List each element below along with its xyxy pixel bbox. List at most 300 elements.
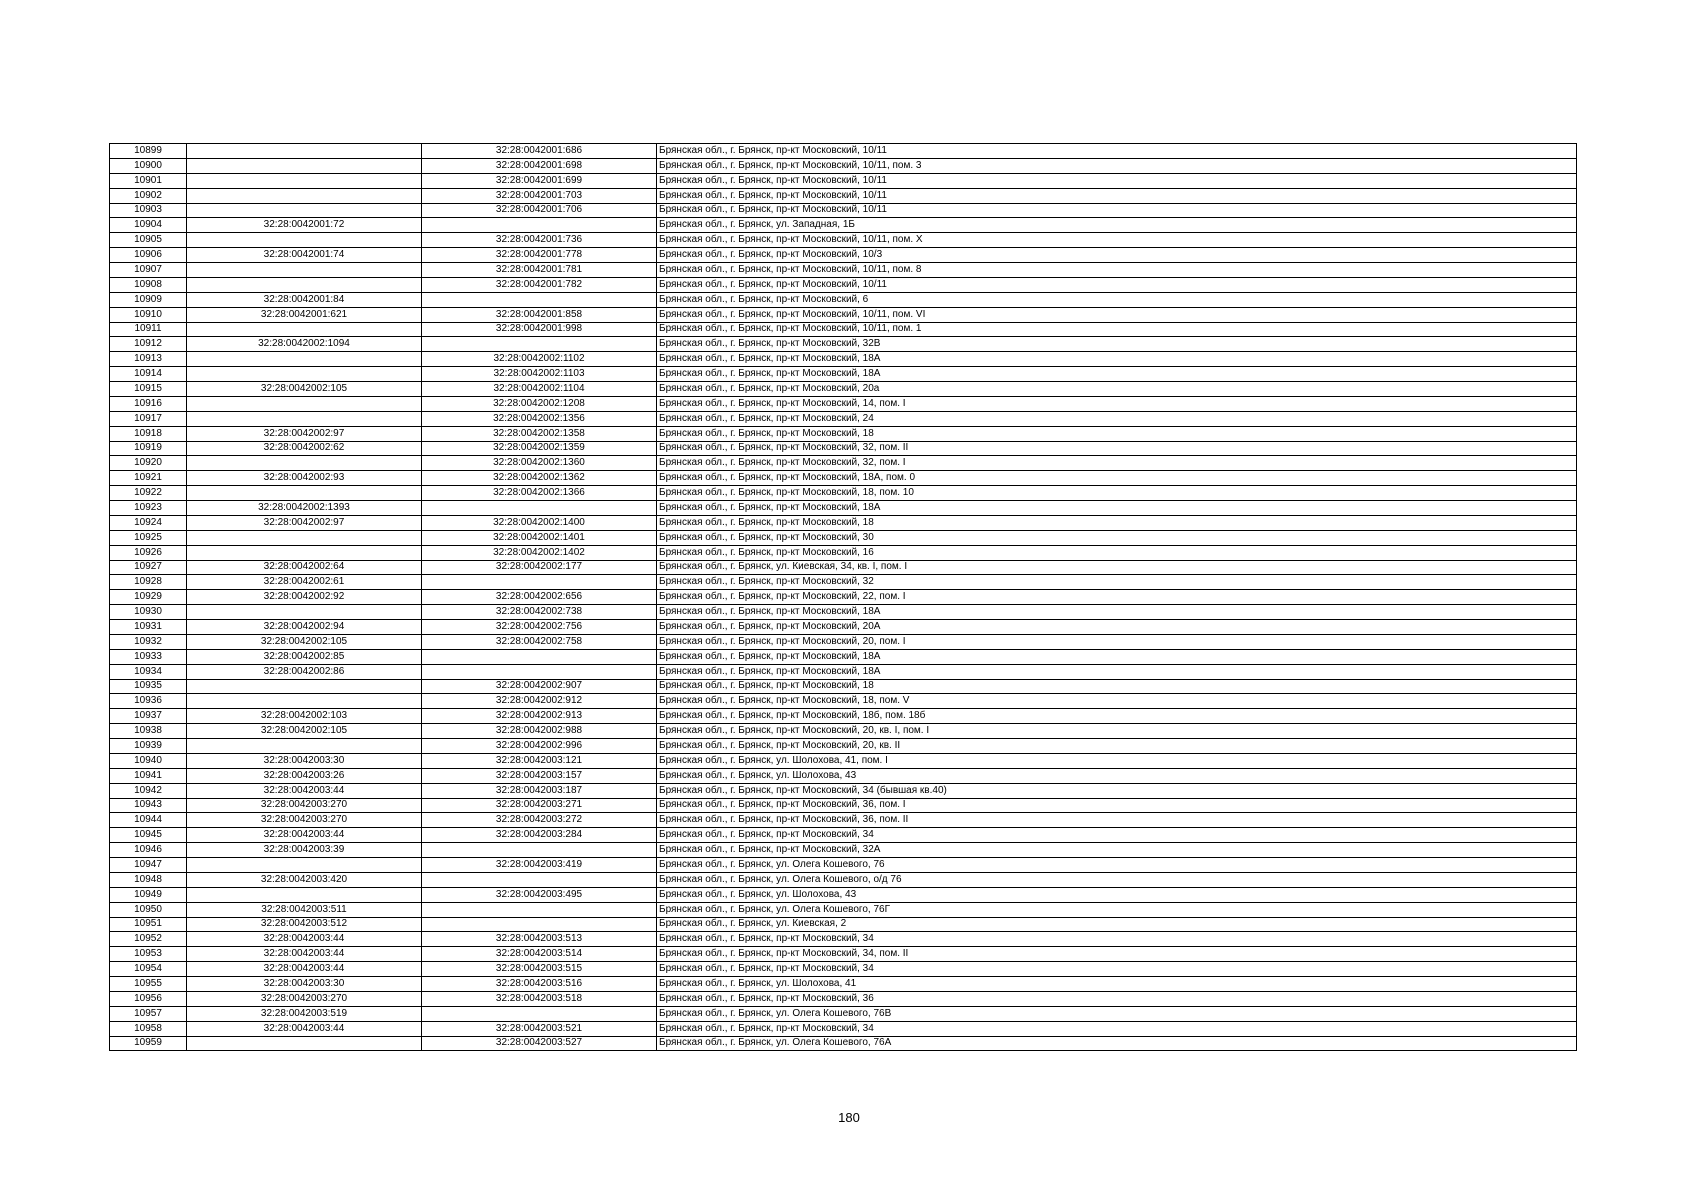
parcel-number-cell: 32:28:0042003:420: [187, 872, 422, 887]
table-row: [110, 962, 1577, 977]
row-number-cell: 10959: [110, 1036, 187, 1051]
table-row: [110, 1006, 1577, 1021]
table-row: [110, 263, 1577, 278]
parcel-number-cell: 32:28:0042002:1094: [187, 337, 422, 352]
table-row: [110, 292, 1577, 307]
address-cell: Брянская обл., г. Брянск, пр-кт Московский, 34: [657, 828, 1577, 843]
parcel-number-cell: 32:28:0042001:72: [187, 218, 422, 233]
row-number-cell: 10942: [110, 783, 187, 798]
address-cell: Брянская обл., г. Брянск, ул. Олега Кошевого, 76В: [657, 1006, 1577, 1021]
table-row: [110, 694, 1577, 709]
row-number-cell: 10948: [110, 872, 187, 887]
parcel-number-cell: 32:28:0042002:64: [187, 560, 422, 575]
table-row: [110, 248, 1577, 263]
parcel-number-cell: 32:28:0042003:511: [187, 902, 422, 917]
parcel-number-cell: 32:28:0042003:44: [187, 947, 422, 962]
registry-table-body: [110, 144, 1577, 1051]
address-cell: Брянская обл., г. Брянск, пр-кт Московский, 20, пом. I: [657, 634, 1577, 649]
page-number: 180: [838, 1110, 860, 1125]
table-row: [110, 917, 1577, 932]
parcel-number-cell: [187, 411, 422, 426]
row-number-cell: 10958: [110, 1021, 187, 1036]
parcel-number-cell: [187, 396, 422, 411]
row-number-cell: 10923: [110, 501, 187, 516]
table-row: [110, 411, 1577, 426]
row-number-cell: 10930: [110, 605, 187, 620]
address-cell: Брянская обл., г. Брянск, пр-кт Московский, 24: [657, 411, 1577, 426]
table-row: [110, 426, 1577, 441]
parcel-number-cell: 32:28:0042003:270: [187, 798, 422, 813]
row-number-cell: 10907: [110, 263, 187, 278]
address-cell: Брянская обл., г. Брянск, пр-кт Московский, 18: [657, 679, 1577, 694]
parcel-number-cell: 32:28:0042003:519: [187, 1006, 422, 1021]
parcel-number-cell: [187, 367, 422, 382]
row-number-cell: 10928: [110, 575, 187, 590]
table-row: [110, 173, 1577, 188]
parcel-number-cell: [187, 277, 422, 292]
address-cell: Брянская обл., г. Брянск, пр-кт Московский, 10/3: [657, 248, 1577, 263]
object-number-cell: [422, 649, 657, 664]
row-number-cell: 10936: [110, 694, 187, 709]
row-number-cell: 10926: [110, 545, 187, 560]
address-cell: Брянская обл., г. Брянск, пр-кт Московский, 36, пом. I: [657, 798, 1577, 813]
row-number-cell: 10957: [110, 1006, 187, 1021]
row-number-cell: 10941: [110, 768, 187, 783]
table-row: [110, 203, 1577, 218]
table-row: [110, 843, 1577, 858]
parcel-number-cell: [187, 158, 422, 173]
object-number-cell: 32:28:0042002:1104: [422, 382, 657, 397]
object-number-cell: 32:28:0042002:907: [422, 679, 657, 694]
table-row: [110, 664, 1577, 679]
object-number-cell: 32:28:0042003:272: [422, 813, 657, 828]
table-row: [110, 337, 1577, 352]
row-number-cell: 10934: [110, 664, 187, 679]
address-cell: Брянская обл., г. Брянск, пр-кт Московский, 20а: [657, 382, 1577, 397]
table-row: [110, 991, 1577, 1006]
parcel-number-cell: [187, 1036, 422, 1051]
registry-table: [109, 143, 1577, 1051]
address-cell: Брянская обл., г. Брянск, ул. Западная, 1Б: [657, 218, 1577, 233]
object-number-cell: 32:28:0042003:527: [422, 1036, 657, 1051]
table-row: [110, 545, 1577, 560]
address-cell: Брянская обл., г. Брянск, пр-кт Московский, 20А: [657, 620, 1577, 635]
object-number-cell: 32:28:0042001:858: [422, 307, 657, 322]
table-row: [110, 560, 1577, 575]
address-cell: Брянская обл., г. Брянск, пр-кт Московский, 10/11: [657, 188, 1577, 203]
object-number-cell: 32:28:0042002:738: [422, 605, 657, 620]
object-number-cell: 32:28:0042001:699: [422, 173, 657, 188]
address-cell: Брянская обл., г. Брянск, пр-кт Московский, 18А: [657, 501, 1577, 516]
object-number-cell: 32:28:0042003:187: [422, 783, 657, 798]
object-number-cell: 32:28:0042001:998: [422, 322, 657, 337]
parcel-number-cell: [187, 233, 422, 248]
parcel-number-cell: 32:28:0042002:85: [187, 649, 422, 664]
row-number-cell: 10951: [110, 917, 187, 932]
object-number-cell: 32:28:0042002:177: [422, 560, 657, 575]
parcel-number-cell: 32:28:0042002:1393: [187, 501, 422, 516]
table-row: [110, 396, 1577, 411]
address-cell: Брянская обл., г. Брянск, пр-кт Московский, 10/11, пом. 8: [657, 263, 1577, 278]
object-number-cell: 32:28:0042001:778: [422, 248, 657, 263]
address-cell: Брянская обл., г. Брянск, пр-кт Московский, 18А: [657, 605, 1577, 620]
row-number-cell: 10952: [110, 932, 187, 947]
parcel-number-cell: 32:28:0042003:512: [187, 917, 422, 932]
table-row: [110, 753, 1577, 768]
row-number-cell: 10906: [110, 248, 187, 263]
table-row: [110, 783, 1577, 798]
row-number-cell: 10937: [110, 709, 187, 724]
row-number-cell: 10905: [110, 233, 187, 248]
object-number-cell: [422, 1006, 657, 1021]
table-row: [110, 188, 1577, 203]
object-number-cell: [422, 501, 657, 516]
object-number-cell: 32:28:0042002:996: [422, 739, 657, 754]
object-number-cell: [422, 575, 657, 590]
table-row: [110, 144, 1577, 159]
row-number-cell: 10947: [110, 858, 187, 873]
parcel-number-cell: [187, 352, 422, 367]
object-number-cell: 32:28:0042002:656: [422, 590, 657, 605]
parcel-number-cell: 32:28:0042002:97: [187, 426, 422, 441]
object-number-cell: 32:28:0042003:121: [422, 753, 657, 768]
table-row: [110, 501, 1577, 516]
parcel-number-cell: 32:28:0042003:30: [187, 977, 422, 992]
object-number-cell: [422, 218, 657, 233]
parcel-number-cell: 32:28:0042002:61: [187, 575, 422, 590]
row-number-cell: 10917: [110, 411, 187, 426]
address-cell: Брянская обл., г. Брянск, ул. Киевская, 2: [657, 917, 1577, 932]
row-number-cell: 10931: [110, 620, 187, 635]
table-row: [110, 634, 1577, 649]
object-number-cell: 32:28:0042003:515: [422, 962, 657, 977]
parcel-number-cell: 32:28:0042003:30: [187, 753, 422, 768]
table-row: [110, 739, 1577, 754]
parcel-number-cell: 32:28:0042002:94: [187, 620, 422, 635]
table-row: [110, 486, 1577, 501]
row-number-cell: 10910: [110, 307, 187, 322]
table-row: [110, 649, 1577, 664]
parcel-number-cell: [187, 605, 422, 620]
table-row: [110, 307, 1577, 322]
address-cell: Брянская обл., г. Брянск, пр-кт Московский, 18: [657, 515, 1577, 530]
address-cell: Брянская обл., г. Брянск, пр-кт Московский, 14, пом. I: [657, 396, 1577, 411]
object-number-cell: 32:28:0042003:495: [422, 887, 657, 902]
table-row: [110, 1021, 1577, 1036]
address-cell: Брянская обл., г. Брянск, пр-кт Московский, 10/11, пом. X: [657, 233, 1577, 248]
address-cell: Брянская обл., г. Брянск, пр-кт Московский, 10/11: [657, 173, 1577, 188]
object-number-cell: 32:28:0042003:513: [422, 932, 657, 947]
object-number-cell: 32:28:0042002:913: [422, 709, 657, 724]
object-number-cell: [422, 664, 657, 679]
table-row: [110, 382, 1577, 397]
table-row: [110, 798, 1577, 813]
row-number-cell: 10940: [110, 753, 187, 768]
object-number-cell: 32:28:0042002:1356: [422, 411, 657, 426]
table-row: [110, 367, 1577, 382]
table-row: [110, 932, 1577, 947]
row-number-cell: 10911: [110, 322, 187, 337]
address-cell: Брянская обл., г. Брянск, пр-кт Московский, 32, пом. II: [657, 441, 1577, 456]
address-cell: Брянская обл., г. Брянск, ул. Олега Кошевого, 76: [657, 858, 1577, 873]
address-cell: Брянская обл., г. Брянск, пр-кт Московский, 6: [657, 292, 1577, 307]
row-number-cell: 10903: [110, 203, 187, 218]
row-number-cell: 10912: [110, 337, 187, 352]
object-number-cell: 32:28:0042003:271: [422, 798, 657, 813]
object-number-cell: 32:28:0042002:758: [422, 634, 657, 649]
address-cell: Брянская обл., г. Брянск, пр-кт Московский, 18А: [657, 367, 1577, 382]
table-row: [110, 605, 1577, 620]
parcel-number-cell: [187, 530, 422, 545]
parcel-number-cell: 32:28:0042001:84: [187, 292, 422, 307]
address-cell: Брянская обл., г. Брянск, ул. Шолохова, 43: [657, 768, 1577, 783]
parcel-number-cell: 32:28:0042002:97: [187, 515, 422, 530]
table-row: [110, 768, 1577, 783]
table-row: [110, 158, 1577, 173]
row-number-cell: 10954: [110, 962, 187, 977]
address-cell: Брянская обл., г. Брянск, пр-кт Московский, 34, пом. II: [657, 947, 1577, 962]
parcel-number-cell: [187, 203, 422, 218]
address-cell: Брянская обл., г. Брянск, ул. Шолохова, 41: [657, 977, 1577, 992]
table-row: [110, 575, 1577, 590]
table-row: [110, 828, 1577, 843]
table-row: [110, 902, 1577, 917]
table-row: [110, 724, 1577, 739]
object-number-cell: 32:28:0042001:782: [422, 277, 657, 292]
table-row: [110, 947, 1577, 962]
parcel-number-cell: 32:28:0042003:44: [187, 962, 422, 977]
address-cell: Брянская обл., г. Брянск, пр-кт Московский, 18, пом. V: [657, 694, 1577, 709]
object-number-cell: 32:28:0042003:521: [422, 1021, 657, 1036]
parcel-number-cell: 32:28:0042002:92: [187, 590, 422, 605]
object-number-cell: [422, 902, 657, 917]
row-number-cell: 10924: [110, 515, 187, 530]
parcel-number-cell: 32:28:0042001:74: [187, 248, 422, 263]
row-number-cell: 10932: [110, 634, 187, 649]
object-number-cell: 32:28:0042003:284: [422, 828, 657, 843]
row-number-cell: 10946: [110, 843, 187, 858]
address-cell: Брянская обл., г. Брянск, пр-кт Московский, 36, пом. II: [657, 813, 1577, 828]
address-cell: Брянская обл., г. Брянск, пр-кт Московский, 16: [657, 545, 1577, 560]
row-number-cell: 10939: [110, 739, 187, 754]
row-number-cell: 10949: [110, 887, 187, 902]
object-number-cell: 32:28:0042002:1401: [422, 530, 657, 545]
table-row: [110, 977, 1577, 992]
table-row: [110, 858, 1577, 873]
address-cell: Брянская обл., г. Брянск, пр-кт Московский, 10/11, пом. 1: [657, 322, 1577, 337]
table-row: [110, 872, 1577, 887]
object-number-cell: 32:28:0042001:706: [422, 203, 657, 218]
object-number-cell: 32:28:0042002:1362: [422, 471, 657, 486]
parcel-number-cell: [187, 679, 422, 694]
address-cell: Брянская обл., г. Брянск, пр-кт Московский, 18: [657, 426, 1577, 441]
parcel-number-cell: [187, 263, 422, 278]
parcel-number-cell: 32:28:0042003:39: [187, 843, 422, 858]
row-number-cell: 10927: [110, 560, 187, 575]
row-number-cell: 10933: [110, 649, 187, 664]
row-number-cell: 10909: [110, 292, 187, 307]
address-cell: Брянская обл., г. Брянск, пр-кт Московский, 18, пом. 10: [657, 486, 1577, 501]
row-number-cell: 10908: [110, 277, 187, 292]
object-number-cell: 32:28:0042002:1208: [422, 396, 657, 411]
row-number-cell: 10943: [110, 798, 187, 813]
table-row: [110, 277, 1577, 292]
object-number-cell: 32:28:0042002:1103: [422, 367, 657, 382]
row-number-cell: 10899: [110, 144, 187, 159]
row-number-cell: 10902: [110, 188, 187, 203]
object-number-cell: 32:28:0042003:419: [422, 858, 657, 873]
address-cell: Брянская обл., г. Брянск, пр-кт Московский, 18А: [657, 352, 1577, 367]
parcel-number-cell: 32:28:0042002:86: [187, 664, 422, 679]
row-number-cell: 10919: [110, 441, 187, 456]
parcel-number-cell: 32:28:0042003:44: [187, 932, 422, 947]
address-cell: Брянская обл., г. Брянск, ул. Шолохова, 41, пом. I: [657, 753, 1577, 768]
row-number-cell: 10945: [110, 828, 187, 843]
row-number-cell: 10914: [110, 367, 187, 382]
table-row: [110, 590, 1577, 605]
address-cell: Брянская обл., г. Брянск, пр-кт Московский, 20, кв. I, пом. I: [657, 724, 1577, 739]
parcel-number-cell: [187, 858, 422, 873]
address-cell: Брянская обл., г. Брянск, пр-кт Московский, 10/11: [657, 144, 1577, 159]
address-cell: Брянская обл., г. Брянск, пр-кт Московский, 34: [657, 932, 1577, 947]
object-number-cell: [422, 292, 657, 307]
parcel-number-cell: 32:28:0042002:93: [187, 471, 422, 486]
address-cell: Брянская обл., г. Брянск, пр-кт Московский, 18А: [657, 664, 1577, 679]
address-cell: Брянская обл., г. Брянск, пр-кт Московский, 10/11: [657, 203, 1577, 218]
row-number-cell: 10913: [110, 352, 187, 367]
address-cell: Брянская обл., г. Брянск, пр-кт Московский, 22, пом. I: [657, 590, 1577, 605]
object-number-cell: 32:28:0042002:1366: [422, 486, 657, 501]
table-row: [110, 709, 1577, 724]
address-cell: Брянская обл., г. Брянск, пр-кт Московский, 18б, пом. 18б: [657, 709, 1577, 724]
table-row: [110, 471, 1577, 486]
address-cell: Брянская обл., г. Брянск, пр-кт Московский, 34: [657, 1021, 1577, 1036]
table-row: [110, 887, 1577, 902]
parcel-number-cell: 32:28:0042002:105: [187, 382, 422, 397]
parcel-number-cell: 32:28:0042002:62: [187, 441, 422, 456]
row-number-cell: 10921: [110, 471, 187, 486]
address-cell: Брянская обл., г. Брянск, пр-кт Московский, 32А: [657, 843, 1577, 858]
row-number-cell: 10915: [110, 382, 187, 397]
parcel-number-cell: [187, 144, 422, 159]
parcel-number-cell: [187, 545, 422, 560]
address-cell: Брянская обл., г. Брянск, пр-кт Московский, 20, кв. II: [657, 739, 1577, 754]
row-number-cell: 10916: [110, 396, 187, 411]
address-cell: Брянская обл., г. Брянск, пр-кт Московский, 10/11: [657, 277, 1577, 292]
row-number-cell: 10918: [110, 426, 187, 441]
row-number-cell: 10920: [110, 456, 187, 471]
table-row: [110, 218, 1577, 233]
parcel-number-cell: [187, 173, 422, 188]
row-number-cell: 10950: [110, 902, 187, 917]
parcel-number-cell: 32:28:0042003:26: [187, 768, 422, 783]
object-number-cell: 32:28:0042003:518: [422, 991, 657, 1006]
parcel-number-cell: 32:28:0042001:621: [187, 307, 422, 322]
object-number-cell: 32:28:0042001:686: [422, 144, 657, 159]
row-number-cell: 10956: [110, 991, 187, 1006]
row-number-cell: 10938: [110, 724, 187, 739]
address-cell: Брянская обл., г. Брянск, пр-кт Московский, 36: [657, 991, 1577, 1006]
parcel-number-cell: 32:28:0042003:270: [187, 813, 422, 828]
object-number-cell: 32:28:0042002:756: [422, 620, 657, 635]
object-number-cell: 32:28:0042003:157: [422, 768, 657, 783]
table-row: [110, 1036, 1577, 1051]
object-number-cell: 32:28:0042003:514: [422, 947, 657, 962]
parcel-number-cell: 32:28:0042002:103: [187, 709, 422, 724]
table-row: [110, 456, 1577, 471]
row-number-cell: 10935: [110, 679, 187, 694]
address-cell: Брянская обл., г. Брянск, пр-кт Московский, 10/11, пом. VI: [657, 307, 1577, 322]
object-number-cell: [422, 917, 657, 932]
table-row: [110, 813, 1577, 828]
table-row: [110, 322, 1577, 337]
object-number-cell: 32:28:0042001:703: [422, 188, 657, 203]
address-cell: Брянская обл., г. Брянск, пр-кт Московский, 10/11, пом. 3: [657, 158, 1577, 173]
object-number-cell: 32:28:0042002:1358: [422, 426, 657, 441]
object-number-cell: 32:28:0042003:516: [422, 977, 657, 992]
table-row: [110, 233, 1577, 248]
parcel-number-cell: 32:28:0042003:270: [187, 991, 422, 1006]
object-number-cell: [422, 337, 657, 352]
parcel-number-cell: [187, 456, 422, 471]
object-number-cell: 32:28:0042002:912: [422, 694, 657, 709]
address-cell: Брянская обл., г. Брянск, пр-кт Московский, 32В: [657, 337, 1577, 352]
address-cell: Брянская обл., г. Брянск, пр-кт Московский, 32: [657, 575, 1577, 590]
row-number-cell: 10929: [110, 590, 187, 605]
address-cell: Брянская обл., г. Брянск, ул. Олега Кошевого, 76А: [657, 1036, 1577, 1051]
object-number-cell: 32:28:0042002:1360: [422, 456, 657, 471]
table-row: [110, 441, 1577, 456]
parcel-number-cell: [187, 739, 422, 754]
row-number-cell: 10953: [110, 947, 187, 962]
address-cell: Брянская обл., г. Брянск, пр-кт Московский, 30: [657, 530, 1577, 545]
parcel-number-cell: [187, 887, 422, 902]
address-cell: Брянская обл., г. Брянск, ул. Олега Кошевого, о/д 76: [657, 872, 1577, 887]
parcel-number-cell: 32:28:0042002:105: [187, 724, 422, 739]
table-row: [110, 620, 1577, 635]
object-number-cell: 32:28:0042002:988: [422, 724, 657, 739]
object-number-cell: 32:28:0042002:1359: [422, 441, 657, 456]
address-cell: Брянская обл., г. Брянск, пр-кт Московский, 34 (бывшая кв.40): [657, 783, 1577, 798]
parcel-number-cell: 32:28:0042003:44: [187, 783, 422, 798]
row-number-cell: 10944: [110, 813, 187, 828]
parcel-number-cell: 32:28:0042003:44: [187, 828, 422, 843]
parcel-number-cell: [187, 694, 422, 709]
row-number-cell: 10900: [110, 158, 187, 173]
parcel-number-cell: 32:28:0042003:44: [187, 1021, 422, 1036]
address-cell: Брянская обл., г. Брянск, пр-кт Московский, 34: [657, 962, 1577, 977]
address-cell: Брянская обл., г. Брянск, ул. Олега Кошевого, 76Г: [657, 902, 1577, 917]
row-number-cell: 10904: [110, 218, 187, 233]
table-row: [110, 352, 1577, 367]
parcel-number-cell: 32:28:0042002:105: [187, 634, 422, 649]
row-number-cell: 10901: [110, 173, 187, 188]
object-number-cell: 32:28:0042001:736: [422, 233, 657, 248]
parcel-number-cell: [187, 188, 422, 203]
address-cell: Брянская обл., г. Брянск, пр-кт Московский, 18А: [657, 649, 1577, 664]
object-number-cell: 32:28:0042002:1400: [422, 515, 657, 530]
table-row: [110, 515, 1577, 530]
object-number-cell: 32:28:0042002:1402: [422, 545, 657, 560]
row-number-cell: 10955: [110, 977, 187, 992]
object-number-cell: 32:28:0042001:698: [422, 158, 657, 173]
table-row: [110, 679, 1577, 694]
parcel-number-cell: [187, 486, 422, 501]
address-cell: Брянская обл., г. Брянск, ул. Шолохова, 43: [657, 887, 1577, 902]
object-number-cell: 32:28:0042001:781: [422, 263, 657, 278]
address-cell: Брянская обл., г. Брянск, ул. Киевская, 34, кв. I, пом. I: [657, 560, 1577, 575]
address-cell: Брянская обл., г. Брянск, пр-кт Московский, 32, пом. I: [657, 456, 1577, 471]
